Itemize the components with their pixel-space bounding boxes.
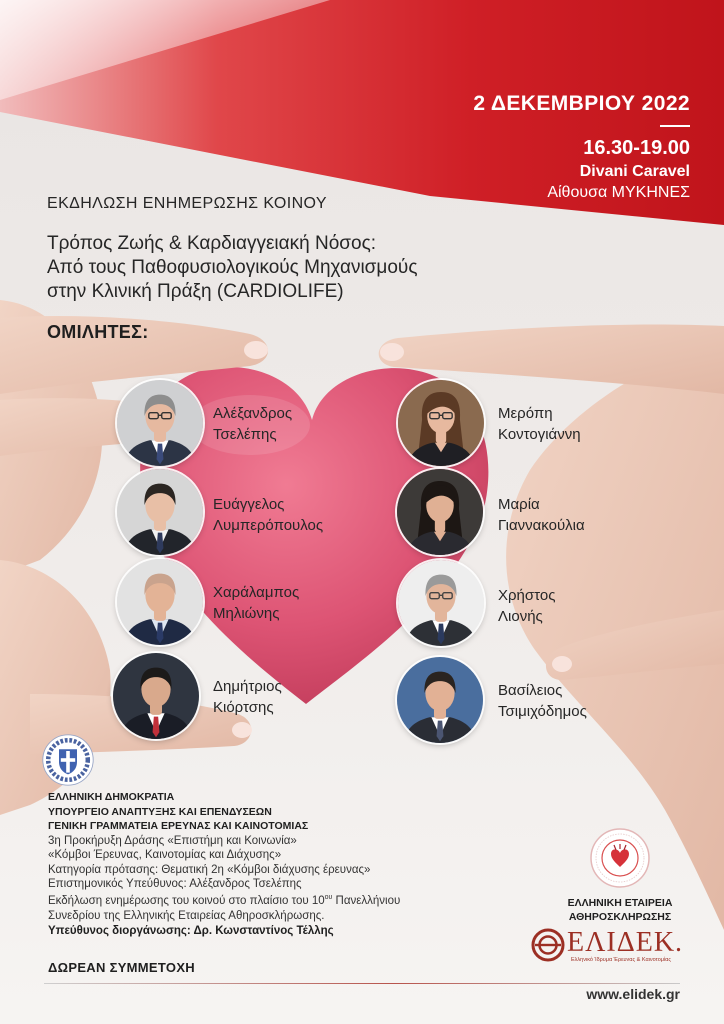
website-link[interactable]: www.elidek.gr [586, 986, 680, 1002]
society-name-line: ΕΛΛΗΝΙΚΗ ΕΤΑΙΡΕΙΑ [567, 897, 673, 909]
speaker-name [498, 494, 585, 536]
speakers-heading: ΟΜΙΛΗΤΕΣ: [47, 322, 149, 342]
date-divider [660, 125, 690, 127]
footer-divider [44, 983, 680, 984]
ministry-block [48, 790, 308, 834]
speaker-photo [117, 380, 203, 466]
speaker-last-name: Μηλιώνης [213, 605, 280, 622]
event-room: Αίθουσα ΜΥΚΗΝΕΣ [547, 184, 690, 201]
speaker-first-name: Αλέξανδρος [213, 405, 293, 422]
elidek-wordmark: ΕΛΙΔΕΚ. [567, 927, 684, 958]
speaker-last-name: Τσελέπης [213, 426, 277, 443]
speaker-name [498, 680, 587, 722]
ministry-line: ΓΕΝΙΚΗ ΓΡΑΜΜΑΤΕΙΑ ΕΡΕΥΝΑΣ ΚΑΙ ΚΑΙΝΟΤΟΜΙΑΣ [48, 820, 309, 832]
funding-line: 3η Προκήρυξη Δράσης «Επιστήμη και Κοινωνία» [48, 835, 297, 847]
speaker-last-name: Κιόρτσης [213, 699, 274, 716]
speaker-first-name: Βασίλειος [498, 682, 563, 699]
greek-state-emblem [41, 733, 95, 787]
speaker-photo [113, 653, 199, 739]
society-logo [589, 827, 651, 889]
speaker-name [498, 403, 581, 445]
speaker-last-name: Τσιμιχόδημος [498, 703, 587, 720]
society-name [540, 896, 700, 924]
funding-line: Επιστημονικός Υπεύθυνος: Αλέξανδρος Τσελέπης [48, 877, 302, 890]
event-venue: Divani Caravel [579, 163, 690, 180]
speaker-photo [398, 380, 484, 466]
funding-line: Κατηγορία πρότασης: Θεματική 2η «Κόμβοι διάχυσης έρευνας» [48, 863, 371, 876]
speaker-first-name: Ευάγγελος [213, 496, 285, 513]
event-date: 2 ΔΕΚΕΜΒΡΙΟΥ 2022 [473, 92, 690, 115]
speaker-first-name: Χαράλαμπος [213, 584, 300, 601]
event-kicker: ΕΚΔΗΛΩΣΗ ΕΝΗΜΕΡΩΣΗΣ ΚΟΙΝΟΥ [47, 195, 327, 212]
speaker-photo [397, 657, 483, 743]
title-line: Τρόπος Ζωής & Καρδιαγγειακή Νόσος: [47, 233, 377, 254]
speaker-name [213, 494, 323, 536]
funding-line: «Κόμβοι Έρευνας, Καινοτομίας και Διάχυσης» [48, 849, 282, 862]
organizer-line: Υπεύθυνος διοργάνωσης: Δρ. Κωνσταντίνος Τέλλης [48, 925, 334, 937]
speaker-last-name: Λυμπερόπουλος [213, 517, 324, 534]
speaker-first-name: Μερόπη [498, 405, 553, 422]
context-text: Πανελλήνιου [332, 895, 401, 907]
elidek-tagline: Ελληνικό Ίδρυμα Έρευνας & Καινοτομίας [571, 957, 671, 963]
title-line: Από τους Παθοφυσιολογικούς Μηχανισμούς [47, 257, 418, 278]
speaker-first-name: Μαρία [498, 496, 540, 513]
speaker-last-name: Κοντογιάννη [498, 426, 581, 443]
context-line [48, 894, 400, 909]
speaker-photo [117, 469, 203, 555]
speaker-name [213, 582, 299, 624]
title-line: στην Κλινική Πράξη (CARDIOLIFE) [47, 281, 344, 302]
speaker-photo [398, 560, 484, 646]
event-title [47, 232, 417, 304]
context-text: Εκδήλωση ενημέρωσης του κοινού στο πλαίσιο του 10 [48, 895, 325, 907]
ministry-line: ΥΠΟΥΡΓΕΙΟ ΑΝΑΠΤΥΞΗΣ ΚΑΙ ΕΠΕΝΔΥΣΕΩΝ [48, 805, 272, 818]
speaker-first-name: Δημήτριος [213, 678, 282, 695]
event-time: 16.30-19.00 [583, 137, 690, 159]
speaker-name [498, 585, 555, 627]
speaker-photo [397, 469, 483, 555]
elidek-logo-icon [531, 928, 565, 962]
free-entry-label: ΔΩΡΕΑΝ ΣΥΜΜΕΤΟΧΗ [48, 960, 195, 975]
context-line: Συνεδρίου της Ελληνικής Εταιρείας Αθηροσκλήρωσης. [48, 910, 325, 922]
event-context [48, 894, 400, 924]
ministry-line: ΕΛΛΗΝΙΚΗ ΔΗΜΟΚΡΑΤΙΑ [48, 791, 175, 803]
speaker-name [213, 676, 282, 718]
speaker-photo [117, 559, 203, 645]
ordinal-suffix: ου [324, 894, 333, 901]
speaker-first-name: Χρήστος [498, 587, 556, 604]
speaker-last-name: Λιονής [498, 608, 543, 625]
society-name-line: ΑΘΗΡΟΣΚΛΗΡΩΣΗΣ [568, 911, 672, 923]
speaker-last-name: Γιαννακούλια [498, 517, 585, 534]
speaker-name [213, 403, 292, 445]
funding-details [48, 834, 370, 891]
